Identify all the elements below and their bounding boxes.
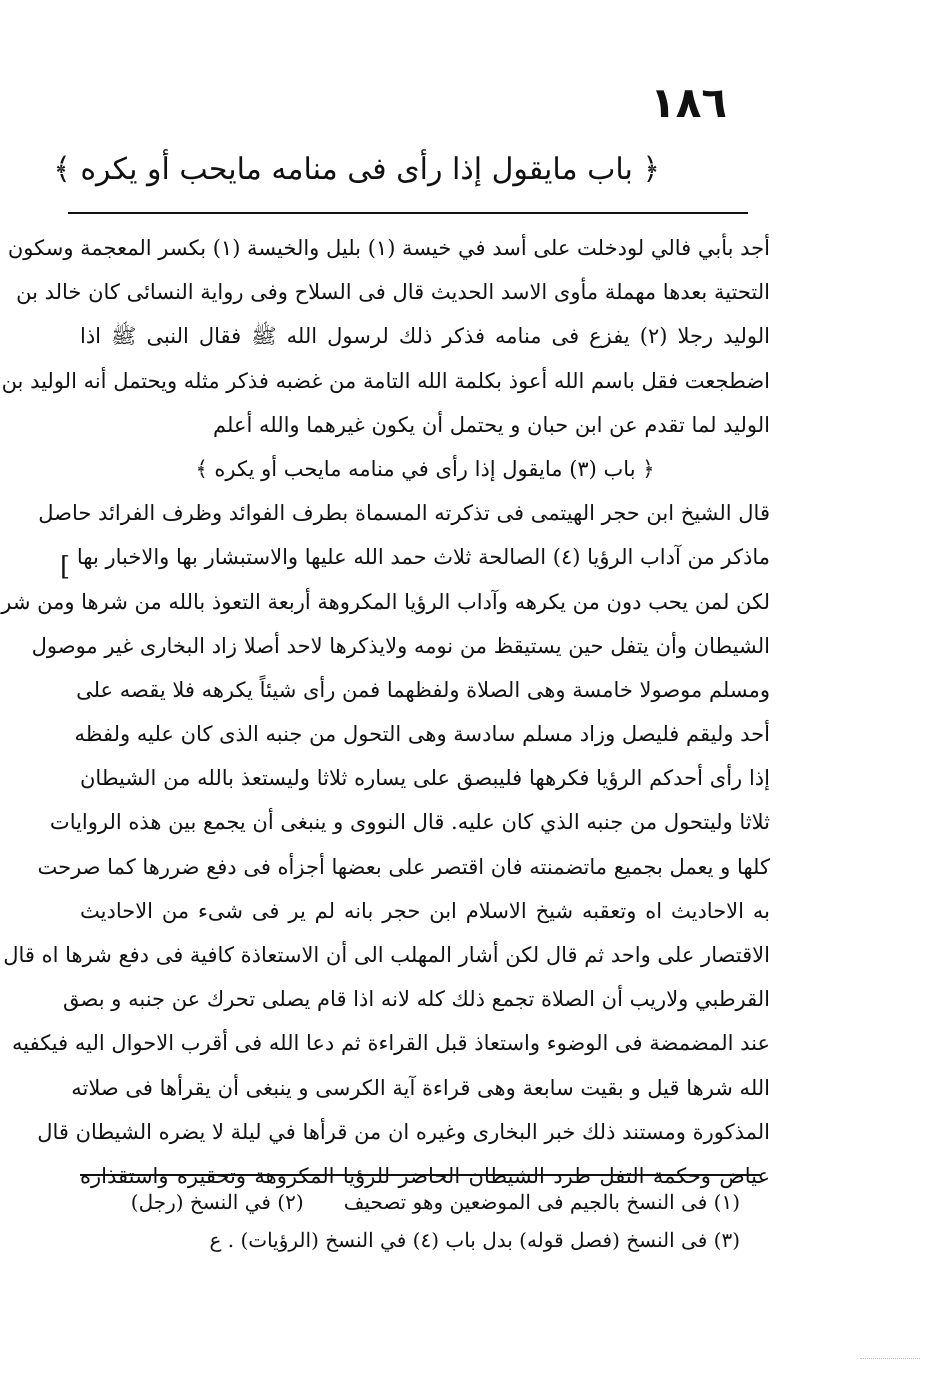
text-line: اضطجعت فقل باسم الله أعوذ بكلمة الله التامة من غضبه فذكر مثله ويحتمل أنه الوليد بن (1, 368, 770, 393)
header-rule (68, 212, 748, 214)
text-line: الشيطان وأن يتفل حين يستيقظ من نومه ولايذكرها لاحد أصلا زاد البخارى غير موصول (31, 633, 770, 658)
text-line: عند المضمضة فى الوضوء واستعاذ قبل القراءة ثم دعا الله فى أقرب الاحوال اليه فيكفيه (11, 1031, 770, 1056)
footnote-line (100, 1222, 740, 1260)
text-line: لكن لمن يحب دون من يكرهه وآداب الرؤيا المكروهة أربعة التعوذ بالله من شرها ومن شر (1, 589, 770, 614)
body-text (1, 226, 770, 1198)
text-line: المذكورة ومستند ذلك خبر البخارى وغيره ان من قرأها في ليلة لا يضره الشيطان قال (37, 1119, 770, 1144)
chapter-title: ﴿ باب مايقول إذا رأى فى منامه مايحب أو يكره ﴾ (53, 152, 660, 187)
scan-artifact (860, 1358, 920, 1359)
text-line: به الاحاديث اه وتعقبه شيخ الاسلام ابن حجر بانه لم ير فى شىء من الاحاديث (80, 898, 770, 923)
text-line: أجد بأبي فالي لودخلت على أسد في خيسة (١) بليل والخيسة (١) بكسر المعجمة وسكون (7, 236, 770, 260)
text-line: التحتية بعدها مهملة مأوى الاسد الحديث قال فى السلاح وفى رواية النسائى كان خالد بن (16, 280, 770, 305)
text-line: عياض وحكمة التفل طرد الشيطان الحاضر للرؤيا المكروهة وتحقيره واستقذاره (80, 1163, 770, 1188)
footnote-2: (٢) في النسخ (رجل) (130, 1190, 304, 1214)
text-line: إذا رأى أحدكم الرؤيا فكرهها فليبصق على يساره ثلاثا وليستعذ بالله من الشيطان (80, 766, 770, 791)
margin-bracket: [ (60, 552, 71, 582)
text-line: الله شرها قيل و بقيت سابعة وهى قراءة آية الكرسى و ينبغى أن يقرأها فى صلاته (71, 1075, 770, 1100)
page-number: ١٨٦ (650, 78, 727, 127)
text-line: ثلاثا وليتحول من جنبه الذي كان عليه. قال النووى و ينبغى أن يجمع بين هذه الروايات (49, 810, 770, 835)
text-line: القرطبي ولاريب أن الصلاة تجمع ذلك كله لانه اذا قام يصلى تحرك عن جنبه و بصق (63, 987, 770, 1012)
footnote-4: (٤) في النسخ (الرؤيات) . ع (209, 1228, 439, 1252)
footnote-line (100, 1184, 740, 1222)
text-line: كلها و يعمل بجميع ماتضمنته فان اقتصر على بعضها أجزأه فى دفع ضررها كما صرحت (37, 854, 770, 879)
footnote-3: (٣) فى النسخ (فصل قوله) بدل باب (445, 1228, 740, 1252)
section-heading: ﴿ باب (٣) مايقول إذا رأى في منامه مايحب أو يكره ﴾ (195, 456, 655, 481)
text-line: الوليد رجلا (٢) يفزع فى منامه فذكر ذلك لرسول الله ﷺ فقال النبى ﷺ اذا (80, 324, 770, 349)
footnote-1: (١) فى النسخ بالجيم فى الموضعين وهو تصحيف (343, 1190, 740, 1214)
text-line: ومسلم موصولا خامسة وهى الصلاة ولفظهما فمن رأى شيئاً يكرهه فلا يقصه على (76, 677, 770, 702)
text-line: قال الشيخ ابن حجر الهيتمى فى تذكرته المسماة بطرف الفوائد وظرف الفرائد حاصل (38, 501, 770, 526)
text-line: الوليد لما تقدم عن ابن حبان و يحتمل أن يكون غيرهما والله أعلم (213, 412, 770, 437)
text-line: أحد وليقم فليصل وزاد مسلم سادسة وهى التحول من جنبه الذى كان عليه ولفظه (74, 722, 770, 747)
footnote-rule (80, 1174, 760, 1176)
footnotes (100, 1184, 740, 1260)
text-line: الاقتصار على واحد ثم قال لكن أشار المهلب الى أن الاستعاذة كافية فى دفع شرها اه قال (3, 943, 770, 967)
text-line: ماذكر من آداب الرؤيا (٤) الصالحة ثلاث حمد الله عليها والاستبشار بها والاخبار بها (76, 545, 770, 570)
